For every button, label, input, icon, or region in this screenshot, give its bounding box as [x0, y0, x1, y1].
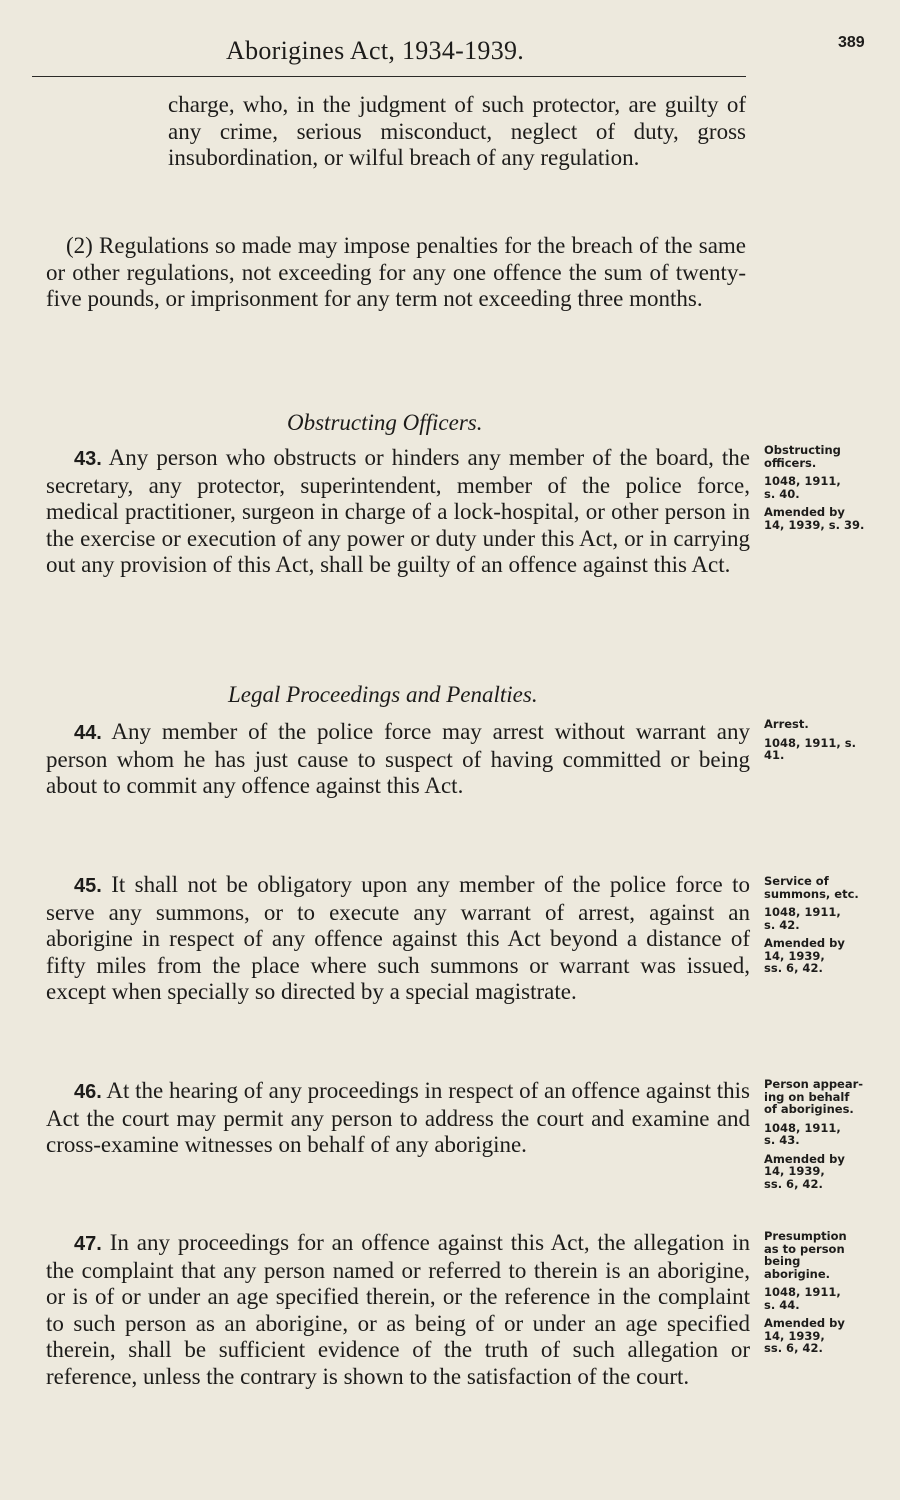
margin-note-line: Presumption — [764, 1229, 847, 1243]
margin-note-line: 1048, 1911, — [764, 1120, 841, 1135]
section-47 — [46, 1230, 750, 1390]
section-43-number: 43. — [74, 448, 102, 470]
margin-note-line: 1048, 1911, s. — [764, 735, 856, 750]
margin-note-line: Service of — [764, 874, 829, 888]
margin-note-line: 1048, 1911, — [764, 474, 841, 488]
margin-note-line: ing on behalf — [764, 1089, 850, 1104]
section-44-text: Any member of the police force may arrest without warrant any person whom he has just cause to suspect of having committed or being about to commit any offence against this Act. — [46, 719, 750, 798]
section-46-text: At the hearing of any proceedings in respect of an offence against this Act the court may permit any person to address the court and examine and cross-examine witnesses on behalf of any aborigine. — [46, 1078, 750, 1157]
margin-note-line: s. 44. — [764, 1297, 800, 1312]
section-46-number: 46. — [74, 1081, 102, 1103]
margin-note-section-44 — [764, 718, 876, 762]
section-45-text: It shall not be obligatory upon any member of the police force to serve any summons, or to execute any warrant of arrest, against an aborigine in respect of any offence against this Act beyond a distance of fifty miles from the place where such summons or warrant was issued, except when specially so directed by a special magistrate. — [46, 872, 751, 1004]
margin-note-line: ss. 6, 42. — [764, 1341, 823, 1355]
margin-note-section-45 — [764, 875, 876, 975]
continued-paragraph-text: charge, who, in the judgment of such protector, are guilty of any crime, serious misconduct, neglect of duty, gross insubordination, or wilful breach of any regulation. — [168, 92, 746, 170]
margin-note-line: 14, 1939, s. 39. — [764, 517, 865, 532]
margin-note-section-47 — [764, 1230, 876, 1355]
margin-note-line: 41. — [764, 748, 785, 762]
margin-note-line: 1048, 1911, — [764, 1285, 841, 1299]
margin-note-line: Amended by — [764, 936, 845, 950]
margin-note-line: ss. 6, 42. — [764, 1176, 823, 1191]
margin-note-line: as to person — [764, 1241, 845, 1256]
margin-note-line: s. 43. — [764, 1133, 800, 1147]
section-47-text: In any proceedings for an offence against this Act, the allegation in the complaint that any person named or referred to therein is an aborigine, or is of or under an age specified therein, or the reference in the complaint to such person as an aborigine, or as being of or under an age specified therein, shall be sufficient evidence of the truth of such allegation or reference, unless the contrary is shown to the satisfaction of the court. — [46, 1230, 751, 1389]
header-rule — [32, 76, 746, 77]
continued-paragraph — [168, 92, 746, 172]
margin-note-line: s. 42. — [764, 917, 800, 932]
subsection-2-text: Regulations so made may impose penalties for the breach of the same or other regulations, not exceeding for any one offence the sum of twenty-five pounds, or imprisonment for any term not exceeding three months. — [46, 233, 747, 311]
margin-note-line: officers. — [764, 455, 817, 470]
section-46 — [46, 1078, 750, 1159]
subsection-2 — [46, 233, 746, 313]
margin-note-line: 14, 1939, — [764, 948, 825, 963]
section-44 — [46, 719, 750, 800]
section-44-number: 44. — [74, 722, 102, 744]
section-45-number: 45. — [74, 875, 102, 897]
section-45 — [46, 872, 750, 1006]
section-47-number: 47. — [74, 1233, 102, 1255]
margin-note-line: s. 40. — [764, 486, 800, 501]
margin-note-line: 14, 1939, — [764, 1164, 825, 1178]
margin-note-line: Obstructing — [764, 443, 841, 457]
heading-obstructing-officers: Obstructing Officers. — [287, 410, 483, 435]
section-43-text: Any person who obstructs or hinders any member of the board, the secretary, any protector, superintendent, member of the police force, medical practitioner, surgeon in charge of a lock-hospital, or other person in the exercise or execution of any power or duty under this Act, or in carrying out any provision of this Act, shall be guilty of an offence against this Act. — [46, 445, 750, 577]
margin-note-section-46 — [764, 1078, 876, 1190]
margin-note-line: ss. 6, 42. — [764, 961, 823, 975]
running-header-title: Aborigines Act, 1934-1939. — [226, 36, 525, 65]
margin-note-line: aborigine. — [764, 1266, 831, 1281]
margin-note-line: Arrest. — [764, 717, 809, 731]
margin-note-line: Person appear- — [764, 1077, 864, 1091]
margin-note-line: being — [764, 1254, 801, 1268]
margin-note-line: Amended by — [764, 505, 845, 519]
margin-note-line: summons, etc. — [764, 886, 859, 901]
margin-note-section-43 — [764, 444, 876, 531]
page-number: 389 — [838, 34, 865, 51]
section-43 — [46, 445, 750, 579]
subsection-2-number: (2) — [66, 233, 93, 258]
margin-note-line: of aborigines. — [764, 1102, 854, 1116]
margin-note-line: 14, 1939, — [764, 1328, 825, 1343]
margin-note-line: Amended by — [764, 1316, 845, 1330]
margin-note-line: 1048, 1911, — [764, 905, 841, 919]
margin-note-line: Amended by — [764, 1151, 845, 1166]
heading-legal-proceedings: Legal Proceedings and Penalties. — [228, 682, 538, 707]
